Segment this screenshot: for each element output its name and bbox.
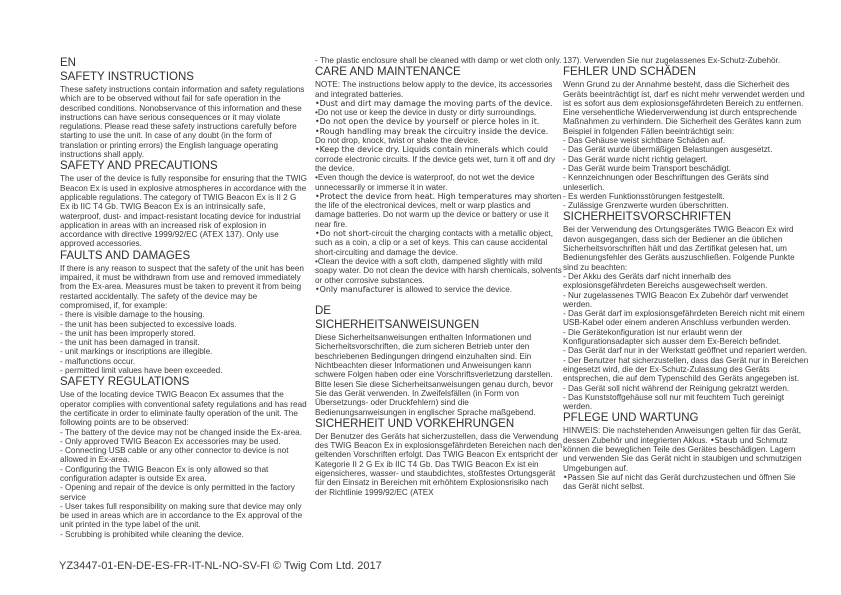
- text-run: - User takes full responsibility on making sure that device may only be used in areas which are in accordance to the Ex approval of the unit printed in the type label of the unit.: [60, 501, 303, 530]
- paragraph: [60, 446, 307, 465]
- text-run: •Do not use or keep the device in dusty or dirty surroundings.: [315, 108, 537, 118]
- paragraph: [563, 225, 810, 271]
- paragraph: [315, 229, 562, 257]
- text-run: - The plastic enclosure shall be cleaned with damp or wet cloth only.: [315, 56, 562, 65]
- text-run: - Nur zugelassenes TWIG Beacon Ex Zubehör darf verwendet werden.: [563, 290, 789, 309]
- paragraph: [60, 329, 307, 338]
- text-run: - Das Gerät soll nicht während der Reinigung gekratzt werden.: [563, 383, 790, 393]
- paragraph: [563, 192, 810, 201]
- paragraph: [315, 285, 562, 294]
- text-run: - Connecting USB cable or any other connector to device is not allowed in Ex-area.: [60, 446, 289, 465]
- text-run: - Das Gerät wurde übermäßigen Belastungen ausgesetzt.: [563, 145, 773, 155]
- paragraph: [60, 338, 307, 347]
- text-run: - the unit has been subjected to excessive loads.: [60, 319, 237, 329]
- text-run: -circuit the charging contacts with a metallic object, such as a coin, a clip or a set of keys. This can cause accidental short-circuiting and damage the device.: [315, 229, 554, 257]
- paragraph: [563, 426, 810, 472]
- text-run: - Das Gerät wurde nicht richtig gelagert.: [563, 154, 708, 164]
- text-run: - Configuring the TWIG Beacon Ex is only allowed so that configuration adapter is outside Ex area.: [60, 464, 269, 483]
- text-run: Sie auf nicht das Gerät durchzustechen und öffnen Sie das Gerät nicht selbst.: [563, 472, 796, 492]
- section-heading: SAFETY REGULATIONS: [60, 376, 190, 389]
- paragraph: [315, 56, 562, 65]
- text-run: •Even though the device is waterproof, do not wet the device unnecessarily or immerse it in water.: [315, 173, 535, 192]
- paragraph: [563, 346, 810, 355]
- paragraph: [60, 320, 307, 329]
- text-run: - Only approved TWIG Beacon Ex accessories may be used.: [60, 436, 281, 446]
- text-run: - Die Gerätekonfiguration ist nur erlaubt wenn der Konfigurationsadapter sich ausser dem Ex-Bereich befindet.: [563, 327, 782, 347]
- section-heading: FEHLER UND SCHÄDEN: [563, 66, 696, 79]
- text-run: - permitted limit values have been exceeded.: [60, 366, 223, 376]
- text-run: - Kennzeichnungen oder Beschriftungen des Geräts sind unleserlich.: [563, 173, 769, 192]
- emphasized-text: •Protect the device from heat. High temperatures may: [315, 191, 532, 201]
- paragraph: [60, 530, 307, 539]
- paragraph: [60, 347, 307, 356]
- paragraph: [563, 136, 810, 145]
- section-heading: FAULTS AND DAMAGES: [60, 249, 191, 262]
- section-heading: PFLEGE UND WARTUNG: [563, 412, 699, 425]
- paragraph: [315, 257, 562, 285]
- paragraph: [315, 136, 562, 145]
- emphasized-text: •Only manufacturer is: [315, 284, 403, 294]
- column-english-german: [315, 56, 562, 497]
- text-run: - unit markings or inscriptions are illegible.: [60, 347, 213, 357]
- paragraph: [563, 384, 810, 393]
- column-german: [563, 56, 810, 491]
- text-run: - Der Benutzer hat sicherzustellen, dass das Gerät nur in Bereichen eingesetzt wird, die der Ex-Schutz-Zulassung des Geräts entsprechen, die auf dem Typenschild des Geräts angegeben ist.: [563, 355, 809, 384]
- document-footer: YZ3447-01-EN-DE-ES-FR-IT-NL-NO-SV-FI © Twig Com Ltd. 2017: [59, 560, 382, 572]
- text-run: NOTE: The instructions below apply to the device, its accessories and integrated batteries.: [315, 80, 553, 99]
- paragraph: [60, 366, 307, 375]
- text-run: These safety instructions contain information and safety regulations which are to be observed without fail for safe operation in the described conditions. Nonobservance of this information and these instructions can have serious consequences or it may violate regulations. Please read these safety instructions carefully before starting to use the unit. In case of any doubt (in the form of translation or printing errors) the English language operating instructions shall apply.: [60, 85, 305, 160]
- paragraph: [60, 264, 307, 310]
- paragraph: [60, 465, 307, 484]
- text-run: Bei der Verwendung des Ortungsgerätes TWIG Beacon Ex wird davon ausgegangen, dass sich der Bediener an die üblichen Sicherheitsvorschriften hält und das Zertifikat gelesen hat, um Bedienungsfehler des Geräts auszuschließen. Folgende Punkte sind zu beachten:: [563, 225, 795, 272]
- text-run: Use of the locating device TWIG Beacon Ex assumes that the operator complies with conventional safety regulations and has read the certificate in order to eliminate faulty operation of the unit. The following points are to be observed:: [60, 390, 307, 428]
- text-run: Der Benutzer des Geräts hat sicherzustellen, dass die Verwendung des TWIG Beacon Ex in explosionsgefährdeten Bereichen nach den geltenden Vorschriften erfolgt. Das TWIG Beacon Ex entspricht der Kategorie II 2 G Ex ib IIC T4 Gb. Das TWIG Beacon Ex ist ein eigensicheres, wasser- und staubdichtes, stoßfestes Ortungsgerät für den Einsatz in Bereichen mit erhöhtem Explosionsrisiko nach der Richtlinie 1999/92/EC (ATEX: [315, 431, 562, 497]
- section-heading: SICHERHEITSVORSCHRIFTEN: [563, 211, 732, 224]
- text-run: - Der Akku des Geräts darf nicht innerhalb des explosionsgefährdeten Bereichs ausgewechselt werden.: [563, 271, 768, 291]
- paragraph: [563, 393, 810, 412]
- paragraph: [60, 174, 307, 248]
- text-run: - malfunctions occur.: [60, 356, 136, 366]
- paragraph: [563, 173, 810, 192]
- paragraph: [315, 173, 562, 192]
- paragraph: [563, 328, 810, 347]
- section-heading: EN: [60, 57, 76, 69]
- paragraph: [60, 390, 307, 427]
- paragraph: [60, 437, 307, 446]
- section-heading: SAFETY AND PRECAUTIONS: [60, 160, 218, 173]
- paragraph: [315, 108, 562, 117]
- text-run: Do not drop, knock, twist or shake the device.: [315, 136, 481, 146]
- paragraph: [60, 428, 307, 437]
- paragraph: [563, 80, 810, 136]
- paragraph: [563, 56, 810, 65]
- section-heading: SICHERHEITSANWEISUNGEN: [315, 319, 480, 332]
- paragraph: [563, 291, 810, 310]
- text-run: und Schmutz können die beweglichen Teile des Gerätes beschädigen. Lagern und verwenden Sie das Gerät nicht in staubigen und schmutzigen Umgebungen auf.: [563, 435, 802, 473]
- paragraph: [563, 272, 810, 291]
- emphasized-text: •Staub: [710, 435, 738, 445]
- text-run: - Das Gerät darf nur in der Werkstatt geöffnet und repariert werden.: [563, 346, 808, 356]
- text-run: allowed to service the device.: [402, 284, 513, 294]
- paragraph: [315, 432, 562, 497]
- text-run: - Es werden Funktionsstörungen festgestellt.: [563, 191, 725, 201]
- text-run: - The battery of the device may not be changed inside the Ex-area.: [60, 427, 302, 437]
- text-run: - the unit has been improperly stored.: [60, 328, 196, 338]
- text-run: - there is visible damage to the housing.: [60, 310, 205, 320]
- paragraph: [315, 117, 562, 126]
- text-run: - Das Gehäuse weist sichtbare Schäden auf.: [563, 136, 726, 146]
- text-run: - the unit has been damaged in transit.: [60, 338, 200, 348]
- text-run: 137). Verwenden Sie nur zugelassenes Ex-Schutz-Zubehör.: [563, 56, 781, 65]
- paragraph: [315, 127, 562, 136]
- emphasized-text: •Rough handling may break the circuitry inside the device.: [315, 126, 549, 136]
- paragraph: [60, 357, 307, 366]
- text-run: HINWEIS: Die nachstehenden Anweisungen gelten für das Gerät, dessen Zubehör und integrierten Akkus.: [563, 426, 802, 445]
- text-run: - Das Gerät darf im explosionsgefährdeten Bereich nicht mit einem USB-Kabel oder einem anderen Anschluss verbunden werden.: [563, 309, 805, 328]
- paragraph: [563, 145, 810, 154]
- section-heading: SAFETY INSTRUCTIONS: [60, 71, 194, 83]
- text-run: - Das Gerät wurde beim Transport beschädigt.: [563, 163, 731, 173]
- paragraph: [60, 502, 307, 530]
- paragraph: [60, 483, 307, 502]
- emphasized-text: •Do not short: [315, 229, 369, 239]
- text-run: •Clean the device with a soft cloth, dampened slightly with mild soapy water. Do not clean the device with harsh chemicals, solvents or other corrosive substances.: [315, 256, 562, 285]
- text-run: The user of the device is fully responsibe for ensuring that the TWIG Beacon Ex is used in explosive atmospheres in accordance with the applicable regulations. The category of TWIG Beacon Ex is II 2 G Ex ib IIC T4 Gb. TWIG Beacon Ex is an intrinsically safe, waterproof, dust- and impact-resistant locating device for industrial application in areas with an increased risk of explosion in accordance with directive 1999/92/EC (ATEX 137). Only use approved accessories.: [60, 174, 307, 249]
- paragraph: [563, 356, 810, 384]
- text-run: - Scrubbing is prohibited while cleaning the device.: [60, 529, 244, 539]
- paragraph: [563, 309, 810, 328]
- text-run: - Zulässige Grenzwerte wurden überschritten.: [563, 201, 729, 211]
- paragraph: [60, 310, 307, 319]
- emphasized-text: •Keep the device dry. Liquids contain minerals which could: [315, 145, 549, 155]
- paragraph: [60, 85, 307, 159]
- text-run: shorten the life of the electronical devices, melt or warp plastics and damage batteries. Do not warm up the device or battery or use it near fire.: [315, 191, 562, 229]
- text-run: - Das Kunststoffgehäuse soll nur mit feuchtem Tuch gereinigt werden.: [563, 392, 785, 412]
- section-heading: SICHERHEIT UND VORKEHRUNGEN: [315, 417, 515, 430]
- paragraph: [315, 99, 562, 108]
- emphasized-text: •Dust and dirt may damage the moving parts of the device.: [315, 98, 553, 108]
- paragraph: [563, 473, 810, 492]
- text-run: If there is any reason to suspect that the safety of the unit has been impaired, it must be withdrawn from use and removed immediately from the Ex-area. Measures must be taken to prevent it from being restarted accidentally. The safety of the device may be compromised, if, for example:: [60, 263, 304, 310]
- text-run: corrode electronic circuits. If the device gets wet, turn it off and dry the device.: [315, 154, 556, 173]
- spacer: [315, 294, 562, 304]
- emphasized-text: •Do not open the device by yourself or pierce holes in it.: [315, 117, 540, 127]
- paragraph: [315, 80, 562, 99]
- text-run: Diese Sicherheitsanweisungen enthalten Informationen und Sicherheitsvorschriften, die zum sicheren Betrieb unter den beschriebenen Bedingungen dringend einzuhalten sind. Ein Nichtbeachten dieser Informationen und Anweisungen kann schwere Folgen haben oder eine Vorschriftsverletzung darstellen. Bitte lesen Sie diese Sicherheitsanweisungen genau durch, bevor Sie das Gerät verwenden. In Zweifelsfällen (in Form von Übersetzungs- oder Druckfehlern) sind die Bedienungsanweisungen in englischer Sprache maßgebend.: [315, 333, 554, 417]
- paragraph: [563, 155, 810, 164]
- paragraph: [315, 145, 562, 173]
- paragraph: [563, 164, 810, 173]
- emphasized-text: •Passen: [563, 472, 595, 482]
- paragraph: [563, 201, 810, 210]
- text-run: - Opening and repair of the device is only permitted in the factory service: [60, 483, 295, 502]
- column-english: [60, 56, 307, 539]
- paragraph: [315, 333, 562, 417]
- text-run: Wenn Grund zu der Annahme besteht, dass die Sicherheit des Geräts beeinträchtigt ist, darf es nicht mehr verwendet werden und ist es sofort aus dem explosionsgefährdeten Bereich zu entfernen. Eine versehentliche Wiederverwendung ist durch entsprechende Maßnahmen zu verhindern. Die Sicherheit des Gerätes kann zum Beispiel in folgenden Fällen beeinträchtigt sein:: [563, 80, 805, 136]
- section-heading: DE: [315, 305, 331, 318]
- paragraph: [315, 192, 562, 229]
- section-heading: CARE AND MAINTENANCE: [315, 66, 461, 79]
